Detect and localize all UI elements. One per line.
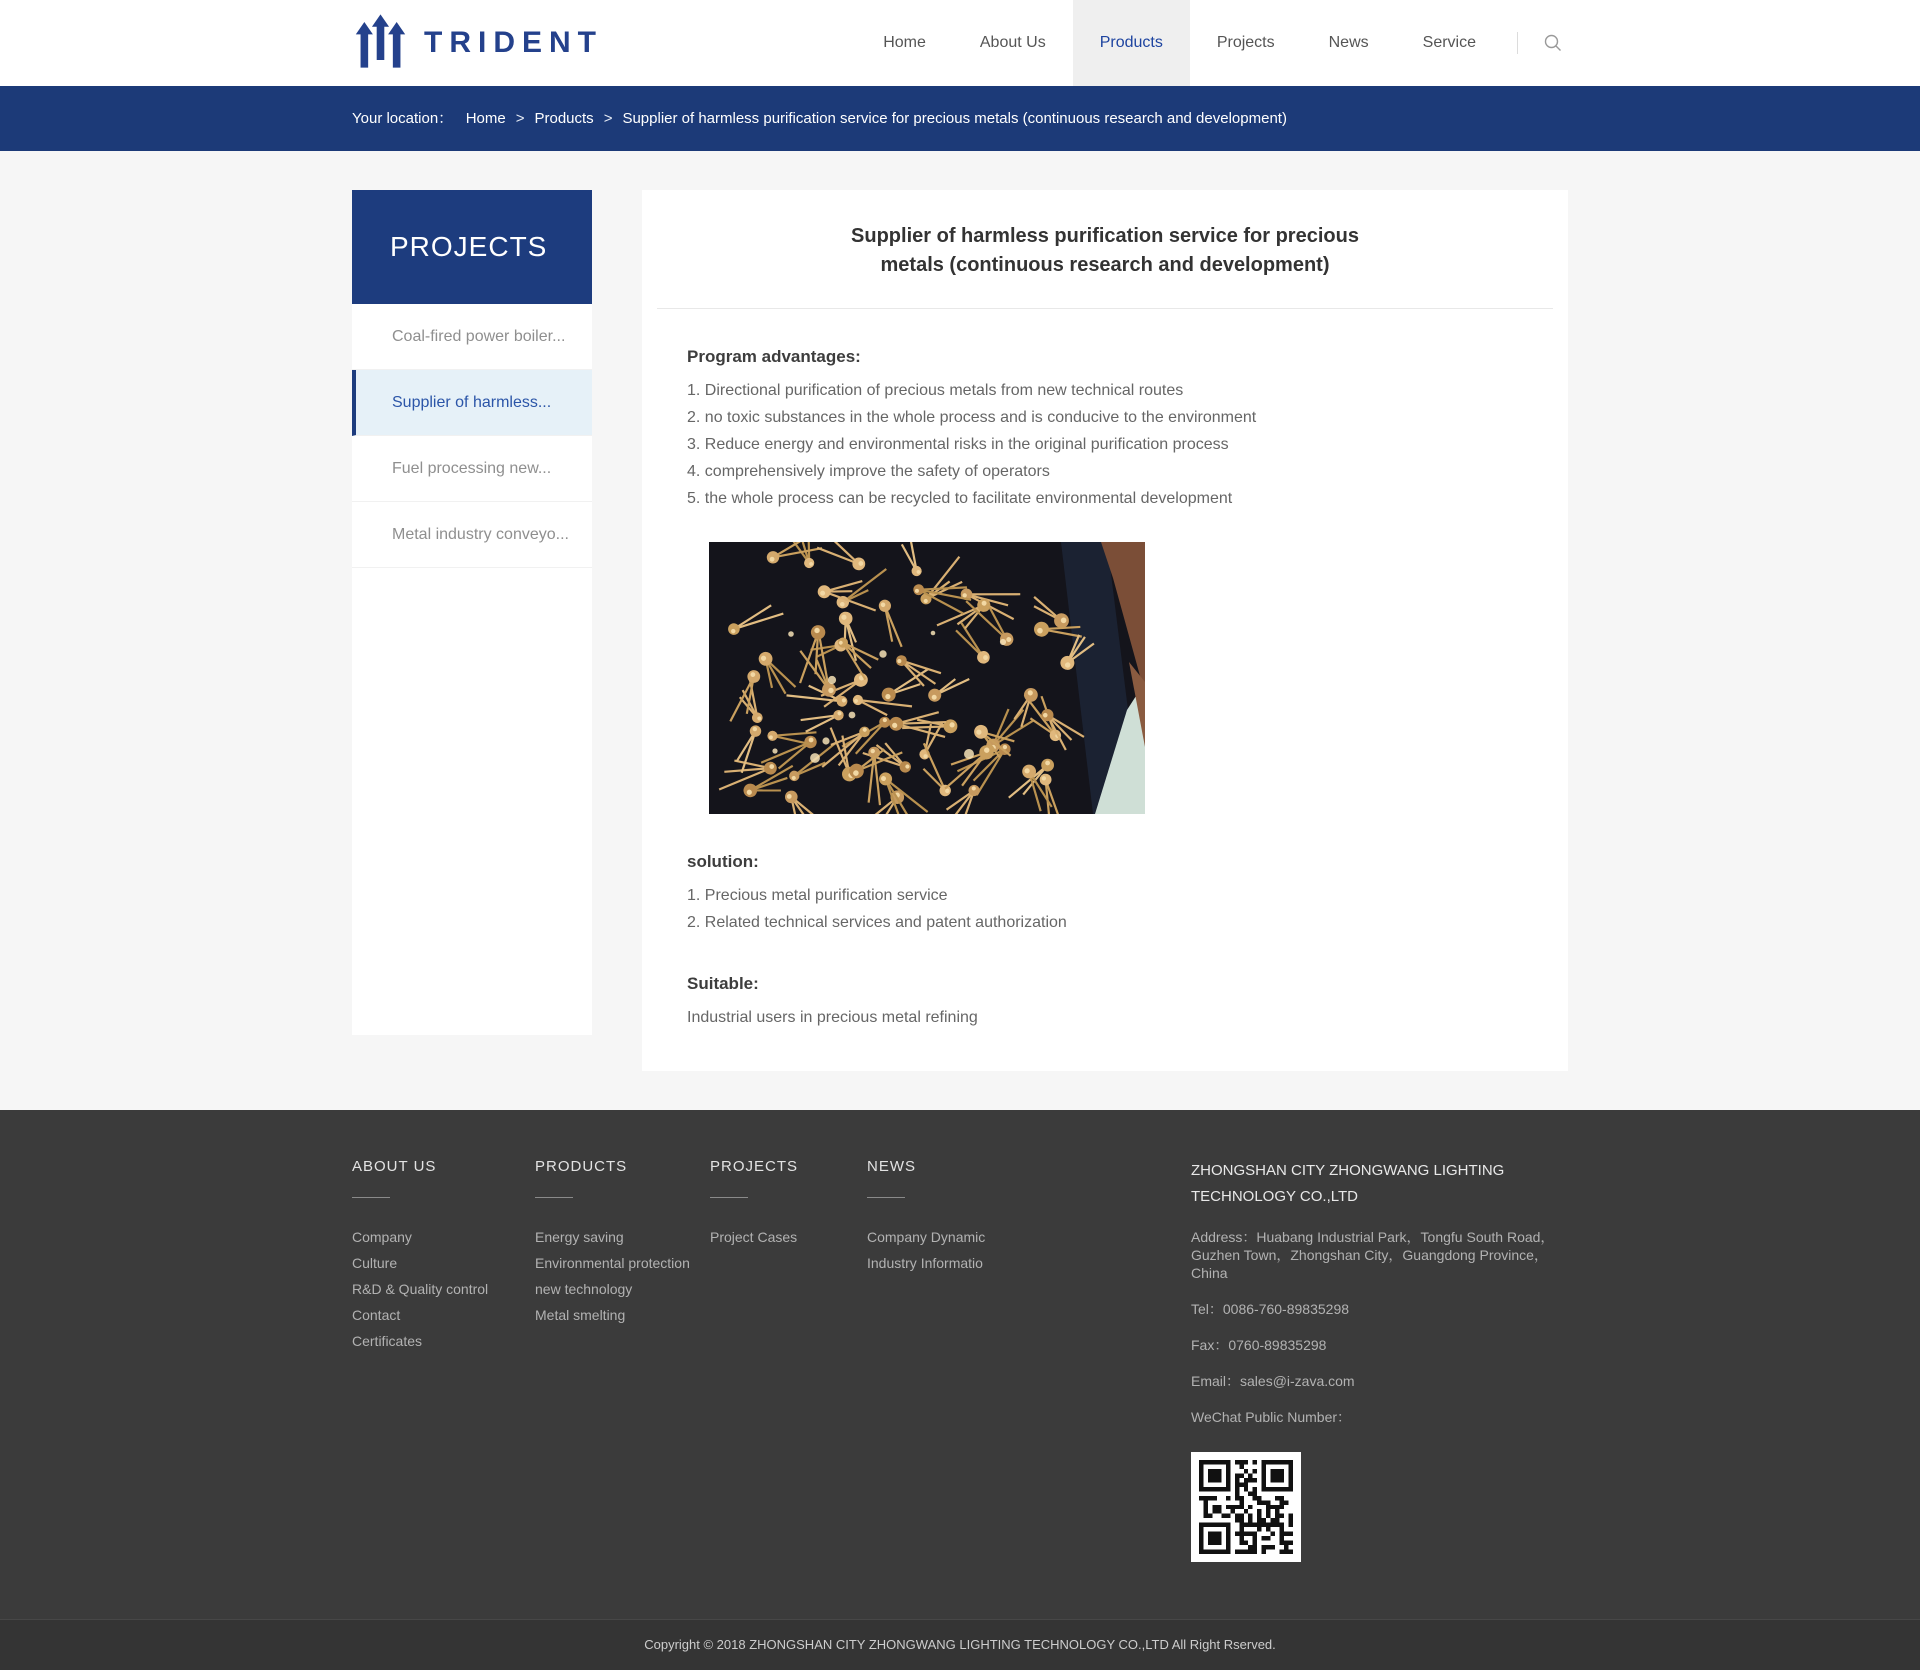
footer-link-metal-smelting[interactable]: Metal smelting: [535, 1307, 626, 1323]
site-header: [0, 0, 1920, 86]
sidebar-item-metal-industry-conveyo[interactable]: Metal industry conveyo...: [352, 502, 592, 568]
nav-item-service[interactable]: Service: [1422, 34, 1476, 51]
sidebar-title: PROJECTS: [352, 190, 592, 304]
footer-column-underline: [535, 1197, 573, 1198]
footer-column-news: [867, 1158, 1191, 1562]
gold-plated-component-pins-photo: [709, 542, 1523, 814]
nav-item-projects[interactable]: Projects: [1216, 34, 1275, 51]
copyright-bar: Copyright © 2018 ZHONGSHAN CITY ZHONGWANG LIGHTING TECHNOLOGY CO.,LTD All Right Rserved.: [0, 1619, 1920, 1670]
footer-column-title-products: PRODUCTS: [535, 1158, 628, 1175]
article-section-solution: [687, 852, 1523, 936]
footer-link-project-cases[interactable]: Project Cases: [710, 1229, 798, 1245]
footer-link-company-dynamic[interactable]: Company Dynamic: [867, 1229, 986, 1245]
nav-item-news[interactable]: News: [1328, 34, 1369, 51]
sidebar-item-coal-fired-power-boiler[interactable]: Coal-fired power boiler...: [352, 304, 592, 370]
sidebar-item-supplier-of-harmless[interactable]: Supplier of harmless...: [352, 370, 592, 436]
projects-sidebar: [352, 190, 592, 1035]
footer-column-about-us: [352, 1158, 535, 1562]
footer-link-new-technology[interactable]: new technology: [535, 1281, 633, 1297]
footer-column-products: [535, 1158, 710, 1562]
article-section-program-advantages: [687, 347, 1523, 512]
footer-link-culture[interactable]: Culture: [352, 1255, 398, 1271]
footer-link-energy-saving[interactable]: Energy saving: [535, 1229, 624, 1245]
wechat-label: WeChat Public Number：: [1191, 1409, 1352, 1425]
section-item: 1. Directional purification of precious metals from new technical routes: [687, 382, 1184, 399]
footer-column-title-news: NEWS: [867, 1158, 916, 1175]
trident-logo-mark-icon: [352, 14, 409, 73]
article-title: Supplier of harmless purification service for precious metals (continuous research and development): [851, 225, 1359, 276]
company-tel: Tel：0086-760-89835298: [1191, 1301, 1350, 1317]
sidebar-item-fuel-processing-new[interactable]: Fuel processing new...: [352, 436, 592, 502]
section-item: 5. the whole process can be recycled to facilitate environmental development: [687, 490, 1233, 507]
footer-link-industry-informatio[interactable]: Industry Informatio: [867, 1255, 983, 1271]
breadcrumb: [352, 86, 1568, 151]
search-icon[interactable]: [1538, 28, 1568, 58]
section-heading-suitable: Suitable:: [687, 974, 759, 993]
article-panel: [642, 190, 1568, 1071]
footer-column-underline: [352, 1197, 390, 1198]
article-section-suitable: [687, 974, 1523, 1031]
logo[interactable]: [352, 0, 603, 86]
title-divider: [657, 308, 1553, 309]
footer-column-underline: [867, 1197, 905, 1198]
wechat-qr-code: [1191, 1452, 1301, 1562]
company-name-line2: TECHNOLOGY CO.,LTD: [1191, 1188, 1358, 1205]
nav-item-products[interactable]: Products: [1073, 0, 1190, 86]
section-item: 2. Related technical services and patent authorization: [687, 914, 1067, 931]
company-email: Email：sales@i-zava.com: [1191, 1373, 1355, 1389]
breadcrumb-prefix: Your location：: [352, 110, 454, 127]
breadcrumb-current: Supplier of harmless purification service for precious metals (continuous research and development): [622, 110, 1287, 127]
breadcrumb-bar: [0, 86, 1920, 151]
main-nav: [856, 0, 1503, 86]
company-address: Address：Huabang Industrial Park，Tongfu South Road，Guzhen Town，Zhongshan City，Guangdong Province，China: [1191, 1229, 1555, 1281]
footer-link-contact[interactable]: Contact: [352, 1307, 401, 1323]
footer-column-projects: [710, 1158, 867, 1562]
section-heading-program-advantages: Program advantages:: [687, 347, 861, 366]
section-item: 2. no toxic substances in the whole process and is conducive to the environment: [687, 409, 1257, 426]
section-item: 1. Precious metal purification service: [687, 887, 948, 904]
breadcrumb-link-home[interactable]: Home: [465, 110, 506, 127]
company-fax: Fax：0760-89835298: [1191, 1337, 1327, 1353]
footer-link-certificates[interactable]: Certificates: [352, 1333, 423, 1349]
nav-item-home[interactable]: Home: [883, 34, 926, 51]
company-name-line1: ZHONGSHAN CITY ZHONGWANG LIGHTING: [1191, 1162, 1505, 1179]
brand-name: TRIDENT: [424, 26, 603, 59]
breadcrumb-link-products[interactable]: Products: [534, 110, 594, 127]
footer-column-underline: [710, 1197, 748, 1198]
site-footer: [0, 1110, 1920, 1670]
sidebar-menu: [352, 304, 592, 568]
section-item: 3. Reduce energy and environmental risks in the original purification process: [687, 436, 1229, 453]
footer-company-info: [1191, 1158, 1568, 1562]
footer-link-company[interactable]: Company: [352, 1229, 412, 1245]
nav-divider: [1517, 32, 1518, 54]
footer-column-title-about-us: ABOUT US: [352, 1158, 437, 1175]
footer-column-title-projects: PROJECTS: [710, 1158, 799, 1175]
section-item: Industrial users in precious metal refining: [687, 1009, 978, 1026]
nav-item-about-us[interactable]: About Us: [979, 34, 1046, 51]
footer-link-r-d-quality-control[interactable]: R&D & Quality control: [352, 1281, 489, 1297]
section-item: 4. comprehensively improve the safety of operators: [687, 463, 1050, 480]
breadcrumb-separator: >: [603, 110, 613, 127]
breadcrumb-separator: >: [515, 110, 525, 127]
footer-link-environmental-protection[interactable]: Environmental protection: [535, 1255, 690, 1271]
section-heading-solution: solution:: [687, 852, 759, 871]
